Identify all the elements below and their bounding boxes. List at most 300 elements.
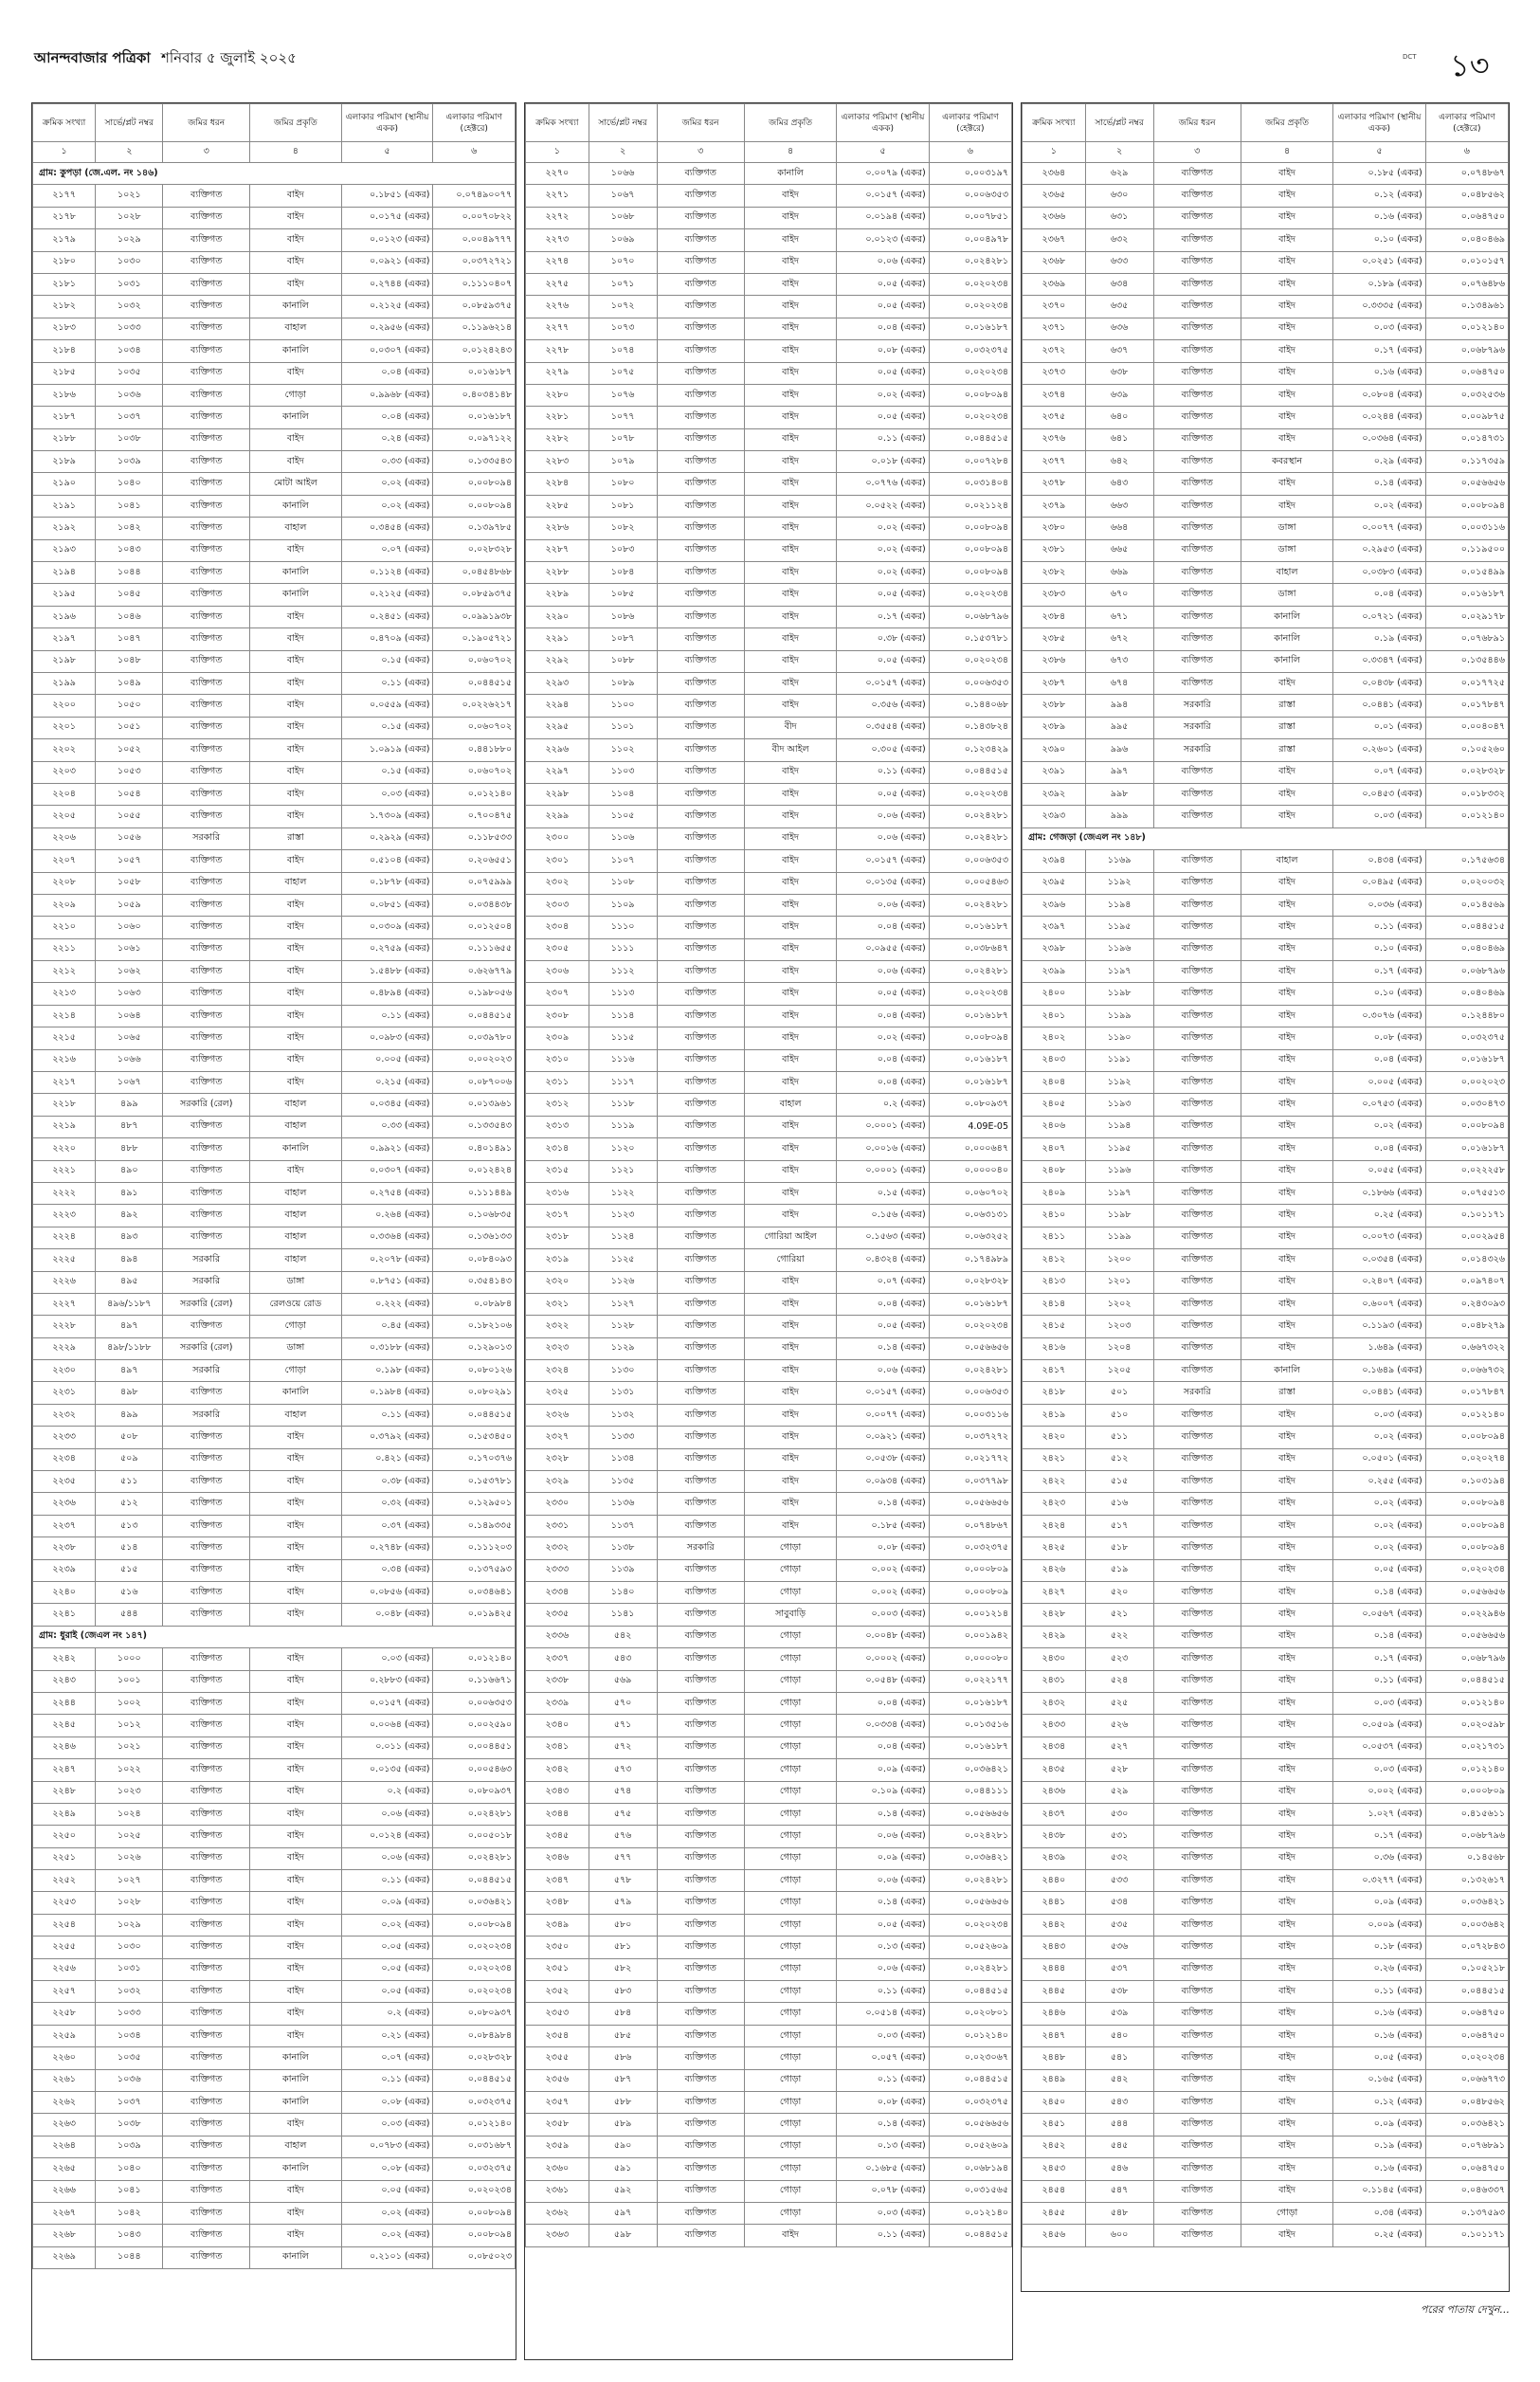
table-cell: ২২০০: [33, 695, 96, 717]
table-cell: ২৩৪৪: [526, 1803, 589, 1825]
table-cell: গোড়া: [744, 1715, 836, 1736]
table-cell: বাইদ: [1241, 1582, 1332, 1604]
table-row: [1023, 1094, 1509, 1116]
table-cell: ২৩৪৯: [526, 1914, 589, 1936]
table-cell: ২৪৩৮: [1023, 1826, 1086, 1847]
table-cell: ২৩৯৬: [1023, 894, 1086, 916]
table-cell: ০.০৭৭৬ (একর): [837, 473, 929, 495]
table-row: [526, 695, 1012, 717]
table-cell: ২৩৪৬: [526, 1847, 589, 1869]
table-cell: ০.০৭৬৮৯১: [1425, 2136, 1508, 2157]
table-cell: ব্যক্তিগত: [163, 761, 250, 783]
table-cell: ২২২৪: [33, 1227, 96, 1248]
table-cell: ০.০৭৬৮৯১: [1425, 628, 1508, 650]
newspaper-name: আনন্দবাজার পত্রিকা: [34, 49, 151, 66]
table-cell: ০.১৪৫৬৮: [1425, 1847, 1508, 1869]
table-cell: ০.০১৫৭ (একর): [837, 185, 929, 207]
table-row: [1023, 1670, 1509, 1692]
table-row: [1023, 1515, 1509, 1536]
table-cell: ০.০৮০৪ (একর): [1333, 384, 1425, 406]
table-row: [526, 1005, 1012, 1027]
table-cell: ০.০২১৭৩১: [1425, 1736, 1508, 1758]
table-cell: ব্যক্তিগত: [163, 1138, 250, 1160]
table-row: [526, 362, 1012, 384]
table-cell: গোড়া: [744, 1937, 836, 1958]
table-cell: ০.০৯৩৪ (একর): [837, 1471, 929, 1493]
table-cell: ১১৯৭: [1085, 961, 1153, 983]
table-cell: ২৪২৫: [1023, 1537, 1086, 1559]
table-cell: বাইদ: [1241, 1692, 1332, 1714]
table-row: [33, 1736, 516, 1758]
table-cell: ০.০০৮০৯৪: [433, 495, 516, 517]
table-cell: ব্যক্তিগত: [163, 850, 250, 872]
table-cell: ১০৪৭: [96, 628, 163, 650]
table-cell: ২৩৩৫: [526, 1604, 589, 1626]
table-row: [33, 2025, 516, 2046]
table-cell: ২২৯৬: [526, 739, 589, 761]
table-cell: ডাঙ্গা: [1241, 518, 1332, 539]
table-cell: ০.০৬৩১৩১: [929, 1205, 1011, 1227]
table-cell: ২২০১: [33, 717, 96, 738]
table-cell: বাইদ: [744, 296, 836, 318]
table-cell: ০.০০৮০৯৪: [929, 384, 1011, 406]
table-cell: ব্যক্তিগত: [657, 1160, 744, 1182]
table-cell: ৫৩৮: [1085, 1981, 1153, 2003]
table-cell: ব্যক্তিগত: [657, 1736, 744, 1758]
table-cell: ১১৯৯: [1085, 1005, 1153, 1027]
table-cell: বাইদ: [744, 539, 836, 561]
table-cell: বাইদ: [1241, 1316, 1332, 1337]
table-cell: ২২৩৭: [33, 1515, 96, 1536]
village-section-row: [33, 163, 516, 185]
table-row: [33, 1271, 516, 1293]
table-cell: ০.০৫ (একর): [837, 650, 929, 672]
table-cell: ব্যক্তিগত: [1153, 1937, 1241, 1958]
table-cell: ২৩১১: [526, 1072, 589, 1094]
table-cell: ২২১৪: [33, 1005, 96, 1027]
table-cell: বাইদ: [250, 1005, 342, 1027]
table-cell: ০.০৮৭০০৬: [433, 1072, 516, 1094]
table-row: [526, 185, 1012, 207]
table-cell: ০.১৯৮৪ (একর): [341, 1382, 433, 1404]
table-cell: ০.১৮৫ (একর): [1333, 163, 1425, 185]
table-cell: ব্যক্তিগত: [1153, 1404, 1241, 1426]
table-row: [33, 2047, 516, 2069]
continued-note: পরের পাতায় দেখুন...: [1420, 2303, 1510, 2316]
table-cell: ০.০০৪৯৭৮: [929, 229, 1011, 251]
table-row: [33, 2246, 516, 2268]
table-cell: ০.৪০১৪৯১: [433, 1138, 516, 1160]
table-cell: ০.০০৩৬৪২: [1425, 1914, 1508, 1936]
table-cell: ব্যক্তিগত: [657, 473, 744, 495]
table-cell: ব্যক্তিগত: [163, 1582, 250, 1604]
table-cell: ১০৩৫: [96, 2047, 163, 2069]
table-cell: বাইদ: [1241, 1138, 1332, 1160]
table-row: [1023, 1781, 1509, 1803]
column-header: এলাকার পরিমাণ (হেক্টরে): [1425, 104, 1508, 142]
table-cell: ২৩৭৩: [1023, 362, 1086, 384]
table-cell: ব্যক্তিগত: [657, 2136, 744, 2157]
table-cell: বাইদ: [1241, 1914, 1332, 1936]
table-cell: ২২৭৭: [526, 318, 589, 339]
table-cell: ০.১৫ (একর): [341, 650, 433, 672]
table-cell: বাইদ: [1241, 1892, 1332, 1914]
column-number-row: [33, 142, 516, 163]
table-cell: ২২১৭: [33, 1072, 96, 1094]
table-cell: ০.০২০২৩৪: [929, 1914, 1011, 1936]
table-cell: ০.০৩০৭ (একর): [341, 1160, 433, 1182]
table-cell: ০.০৪৪১ (একর): [1333, 1382, 1425, 1404]
table-cell: ০.০৪৪৫১৫: [1425, 917, 1508, 938]
table-cell: ২৪৫৪: [1023, 2180, 1086, 2202]
table-cell: ০.৪৭০৯ (একর): [341, 628, 433, 650]
table-cell: ব্যক্তিগত: [657, 695, 744, 717]
table-cell: ০.০২৪২৮১: [929, 1826, 1011, 1847]
column-header: জমির ধরন: [1153, 104, 1241, 142]
table-cell: ০.১০ (একর): [1333, 983, 1425, 1005]
table-cell: বাইদ: [1241, 407, 1332, 428]
table-cell: ব্যক্তিগত: [657, 739, 744, 761]
table-cell: বাইদ: [250, 2114, 342, 2136]
table-row: [33, 961, 516, 983]
table-cell: ০.০৪ (একর): [837, 1005, 929, 1027]
table-cell: ব্যক্তিগত: [1153, 518, 1241, 539]
table-cell: ০.০৩৩৪ (একর): [837, 1715, 929, 1736]
table-row: [33, 251, 516, 273]
table-cell: ব্যক্তিগত: [1153, 1448, 1241, 1470]
table-cell: ৫১৪: [96, 1537, 163, 1559]
table-cell: সরকারি: [163, 827, 250, 849]
table-cell: ২৩৯৩: [1023, 806, 1086, 827]
table-cell: ২৩৯৮: [1023, 938, 1086, 960]
table-cell: ০.৩৩৪৭ (একর): [1333, 650, 1425, 672]
table-row: [526, 1249, 1012, 1271]
table-cell: বাইদ: [1241, 1847, 1332, 1869]
table-cell: ব্যক্তিগত: [163, 1427, 250, 1448]
table-cell: বাইদ: [250, 1870, 342, 1892]
table-cell: ০.০০৭৭ (একর): [837, 1404, 929, 1426]
table-cell: বাইদ: [250, 739, 342, 761]
table-cell: ০.০১৭৫ (একর): [341, 207, 433, 228]
table-cell: ০.০৬৮৭৯৬: [929, 606, 1011, 627]
table-cell: ১১১৮: [589, 1094, 657, 1116]
table-cell: ১০৬৬: [589, 163, 657, 185]
table-cell: ব্যক্তিগত: [163, 695, 250, 717]
table-cell: ১০৭১: [589, 273, 657, 295]
table-cell: ০.০১২১৪০: [1425, 1759, 1508, 1781]
table-cell: ব্যক্তিগত: [657, 296, 744, 318]
table-cell: ৫২০: [1085, 1582, 1153, 1604]
table-cell: ০.০১২৪ (একর): [341, 1826, 433, 1847]
table-cell: ০.০০২ (একর): [837, 1559, 929, 1581]
table-cell: ০.১১২৪ (একর): [341, 562, 433, 584]
table-row: [33, 1027, 516, 1049]
table-cell: গোড়া: [744, 1670, 836, 1692]
table-cell: বাহাল: [250, 1182, 342, 1204]
table-cell: ব্যক্তিগত: [657, 1382, 744, 1404]
table-row: [1023, 2069, 1509, 2091]
table-cell: ব্যক্তিগত: [163, 1759, 250, 1781]
table-cell: ০.০৩২৩৭৫: [929, 340, 1011, 362]
table-cell: ব্যক্তিগত: [657, 1515, 744, 1536]
table-cell: ০.০০৮০৯৪: [929, 1027, 1011, 1049]
table-cell: ৫২৫: [1085, 1692, 1153, 1714]
table-cell: ০.০৫ (একর): [837, 584, 929, 606]
table-cell: বাইদ: [1241, 783, 1332, 805]
table-cell: ০.০১৬১৮৭: [929, 1736, 1011, 1758]
table-cell: ১০৩১: [96, 273, 163, 295]
table-cell: ২৪০৩: [1023, 1049, 1086, 1071]
table-cell: ব্যক্তিগত: [163, 1027, 250, 1049]
table-cell: ব্যক্তিগত: [657, 1648, 744, 1670]
village-heading: গ্রাম: গেজড়া (জেএল নং ১৪৮): [1023, 827, 1509, 849]
edition-code: DCT: [1403, 53, 1417, 61]
table-cell: ০.০০২ (একর): [1333, 1781, 1425, 1803]
table-cell: ব্যক্তিগত: [1153, 1471, 1241, 1493]
table-cell: ৫৯২: [589, 2180, 657, 2202]
table-cell: ব্যক্তিগত: [163, 562, 250, 584]
table-cell: ০.০১৩৫ (একর): [837, 872, 929, 894]
table-cell: সাবুবাড়ি: [744, 1604, 836, 1626]
table-cell: গোড়া: [744, 2003, 836, 2025]
table-cell: বাইদ: [744, 362, 836, 384]
table-cell: ২২৩২: [33, 1404, 96, 1426]
table-cell: ব্যক্তিগত: [657, 407, 744, 428]
table-cell: ২১৯২: [33, 518, 96, 539]
table-cell: ০.০৩ (একর): [1333, 1692, 1425, 1714]
table-cell: ৫২৭: [1085, 1736, 1153, 1758]
table-cell: ০.০৩৯৭৮০: [433, 1027, 516, 1049]
table-cell: ০.০৭ (একর): [1333, 761, 1425, 783]
table-cell: ০.১১ (একর): [341, 2069, 433, 2091]
table-cell: ৫২৪: [1085, 1670, 1153, 1692]
column-header: ক্রমিক সংখ্যা: [1023, 104, 1086, 142]
table-cell: বাইদ: [1241, 761, 1332, 783]
table-cell: বাইদ: [744, 428, 836, 450]
table-cell: ০.০০০৮০৯: [929, 1582, 1011, 1604]
table-row: [526, 1692, 1012, 1714]
table-cell: ০.০৬ (একর): [341, 1803, 433, 1825]
table-cell: ০.১৩৭৫৯৩: [1425, 2202, 1508, 2224]
table-cell: গোড়া: [744, 2025, 836, 2046]
table-cell: বাইদ: [744, 628, 836, 650]
table-cell: বাইদ: [744, 1471, 836, 1493]
table-cell: বাইদ: [744, 273, 836, 295]
table-cell: ০.০১৬১৮৭: [929, 1049, 1011, 1071]
table-row: [526, 1847, 1012, 1869]
table-cell: ২২০৮: [33, 872, 96, 894]
table-cell: ২৩৯৭: [1023, 917, 1086, 938]
table-cell: গোড়া: [744, 1914, 836, 1936]
table-row: [526, 1515, 1012, 1536]
table-cell: বাইদ: [744, 207, 836, 228]
table-cell: ব্যক্তিগত: [1153, 894, 1241, 916]
table-cell: ০.৪১৫৬১১: [1425, 1803, 1508, 1825]
table-cell: ৯৯৪: [1085, 695, 1153, 717]
table-cell: ০.০২ (একর): [1333, 1116, 1425, 1137]
table-cell: ০.০১৪৭৩১: [1425, 428, 1508, 450]
table-row: [526, 1981, 1012, 2003]
table-cell: ০.০৯ (একর): [837, 1759, 929, 1781]
table-cell: ২২৯৩: [526, 672, 589, 694]
table-cell: ০.০৭৪৯০০৭৭: [433, 185, 516, 207]
table-cell: বাইদ: [744, 827, 836, 849]
table-cell: ১১০৮: [589, 872, 657, 894]
table-row: [526, 1337, 1012, 1359]
table-cell: ০.৩৪ (একর): [341, 1559, 433, 1581]
table-cell: ১০৮৩: [589, 539, 657, 561]
table-cell: ২৩০৩: [526, 894, 589, 916]
table-cell: ০.২৮৮৩ (একর): [341, 1670, 433, 1692]
table-cell: ০.০১২৩ (একর): [837, 229, 929, 251]
table-cell: গোড়া: [1241, 2202, 1332, 2224]
table-cell: ০.০০০৬৪৭: [929, 1138, 1011, 1160]
table-cell: ০.০৩৮৩ (একর): [1333, 562, 1425, 584]
table-cell: ১০৮০: [589, 473, 657, 495]
table-cell: কানালি: [1241, 606, 1332, 627]
table-cell: কানালি: [250, 2047, 342, 2069]
table-cell: ব্যক্তিগত: [1153, 606, 1241, 627]
table-cell: ২৩৮১: [1023, 539, 1086, 561]
table-cell: ব্যক্তিগত: [1153, 1847, 1241, 1869]
table-cell: ০.০১৬১৮৭: [929, 917, 1011, 938]
table-row: [526, 827, 1012, 849]
table-cell: ২২২৯: [33, 1337, 96, 1359]
table-cell: ০.০৬ (একর): [837, 1870, 929, 1892]
table-cell: বাইদ: [250, 1427, 342, 1448]
table-cell: ৫১২: [1085, 1448, 1153, 1470]
table-cell: ০.০১২৪২৪৩: [433, 340, 516, 362]
table-row: [1023, 2158, 1509, 2180]
table-cell: গোড়া: [744, 1759, 836, 1781]
table-cell: ২২৪৩: [33, 1670, 96, 1692]
table-cell: ১০৩২: [96, 296, 163, 318]
table-row: [526, 1182, 1012, 1204]
table-cell: ব্যক্তিগত: [1153, 1515, 1241, 1536]
table-cell: ব্যক্তিগত: [657, 628, 744, 650]
table-cell: ব্যক্তিগত: [657, 1116, 744, 1137]
table-cell: ০.০৪৯৫ (একর): [1333, 872, 1425, 894]
table-cell: ০.১৬ (একর): [1333, 362, 1425, 384]
table-cell: কানালি: [250, 2069, 342, 2091]
table-cell: বাইদ: [744, 495, 836, 517]
table-cell: ০.০৫৭ (একর): [837, 2047, 929, 2069]
table-cell: বাইদ: [1241, 1870, 1332, 1892]
table-row: [33, 1759, 516, 1781]
header-row: [1023, 104, 1509, 142]
table-cell: বাইদ: [744, 407, 836, 428]
table-row: [526, 894, 1012, 916]
table-cell: বাইদ: [1241, 2025, 1332, 2046]
table-cell: বাইদ: [744, 251, 836, 273]
table-cell: বাইদ: [1241, 2003, 1332, 2025]
table-cell: ২২১৮: [33, 1094, 96, 1116]
table-cell: বাইদ: [744, 384, 836, 406]
table-cell: ১০৬২: [96, 961, 163, 983]
table-cell: ০.০৯ (একর): [341, 1892, 433, 1914]
table-cell: বাইদ: [1241, 1559, 1332, 1581]
table-cell: ০.০৩৬ (একর): [1333, 894, 1425, 916]
table-cell: ২৩০৫: [526, 938, 589, 960]
table-cell: ১২০৪: [1085, 1337, 1153, 1359]
village-section-row: [1023, 827, 1509, 849]
table-cell: বাইদ: [250, 1515, 342, 1536]
table-cell: ০.৬০০৭ (একর): [1333, 1293, 1425, 1315]
table-column-1: [31, 102, 516, 2360]
table-cell: বাইদ: [1241, 318, 1332, 339]
table-cell: ৬৭৩: [1085, 650, 1153, 672]
table-cell: বাহাল: [1241, 562, 1332, 584]
table-row: [1023, 1160, 1509, 1182]
table-cell: বাইদ: [1241, 1271, 1332, 1293]
table-row: [33, 1116, 516, 1137]
table-cell: বাইদ: [744, 451, 836, 473]
table-cell: ০.০২ (একর): [1333, 1493, 1425, 1515]
table-cell: বাহাল: [250, 2136, 342, 2157]
table-cell: ৬৪০: [1085, 407, 1153, 428]
table-cell: ০.০৬৮১৯৪: [929, 2158, 1011, 2180]
table-cell: ২২৪৯: [33, 1803, 96, 1825]
table-cell: ০.১৮৫১ (একর): [341, 185, 433, 207]
table-cell: ব্যক্তিগত: [163, 917, 250, 938]
table-cell: কানালি: [250, 2246, 342, 2268]
table-cell: ব্যক্তিগত: [1153, 2180, 1241, 2202]
table-cell: ৫৩৭: [1085, 1958, 1153, 1980]
table-cell: ১০৩৭: [96, 2091, 163, 2113]
table-row: [526, 1094, 1012, 1116]
table-cell: ০.০৪৪৫১৫: [433, 1870, 516, 1892]
table-cell: রাস্তা: [1241, 695, 1332, 717]
table-cell: ২২৯৭: [526, 761, 589, 783]
table-cell: ০.০৭২৮৪৩: [1425, 1937, 1508, 1958]
table-cell: ০.১৮৯ (একর): [1333, 273, 1425, 295]
table-cell: ব্যক্তিগত: [657, 1870, 744, 1892]
table-cell: ১০৪১: [96, 2180, 163, 2202]
table-cell: ১.৫৪৮৮ (একর): [341, 961, 433, 983]
table-row: [526, 1892, 1012, 1914]
table-row: [526, 1559, 1012, 1581]
table-cell: গোড়া: [744, 1736, 836, 1758]
table-cell: বাইদ: [744, 1049, 836, 1071]
table-cell: ০.২৪৫১ (একর): [341, 606, 433, 627]
table-row: [526, 1205, 1012, 1227]
table-cell: ১০৪৪: [96, 2246, 163, 2268]
table-cell: ১০৬৯: [589, 229, 657, 251]
table-cell: ০.০৪৩৮ (একর): [1333, 672, 1425, 694]
table-cell: কানালি: [1241, 628, 1332, 650]
table-cell: ০.১১ (একর): [837, 428, 929, 450]
table-cell: ০.১০ (একর): [1333, 229, 1425, 251]
table-cell: ০.০৩২৩৭৫: [929, 1537, 1011, 1559]
table-cell: ১০৮৭: [589, 628, 657, 650]
masthead: [34, 47, 297, 71]
table-cell: ০.০২৩০৬৭: [929, 2047, 1011, 2069]
table-cell: ২৩৪০: [526, 1715, 589, 1736]
table-cell: ব্যক্তিগত: [163, 1005, 250, 1027]
table-cell: ২৩৮০: [1023, 518, 1086, 539]
table-cell: ০.০৪ (একর): [837, 1049, 929, 1071]
table-cell: সরকারি: [163, 1360, 250, 1382]
table-cell: ০.২৭৫৪ (একর): [341, 1182, 433, 1204]
table-cell: ০.৩৮ (একর): [341, 1471, 433, 1493]
table-cell: ০.০৬৮৭৯৬: [1425, 1648, 1508, 1670]
table-cell: ব্যক্তিগত: [1153, 1648, 1241, 1670]
table-cell: ব্যক্তিগত: [657, 1981, 744, 2003]
table-cell: ২২৮১: [526, 407, 589, 428]
table-cell: ০.২৪০৭ (একর): [1333, 1271, 1425, 1293]
table-cell: ব্যক্তিগত: [163, 1182, 250, 1204]
table-cell: বাইদ: [250, 1781, 342, 1803]
